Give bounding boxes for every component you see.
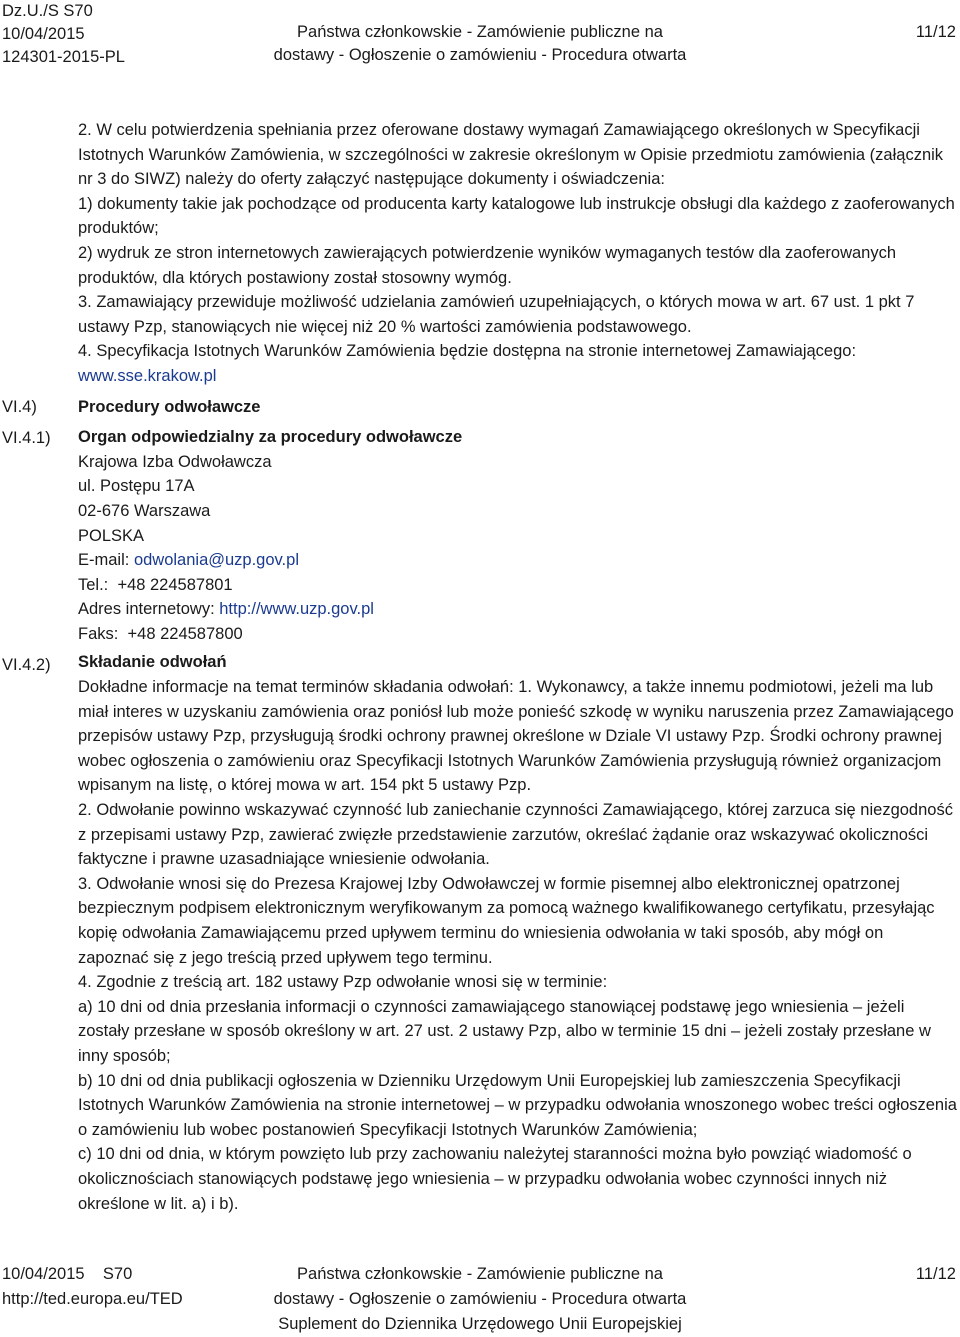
paragraph-documents-2: 2) wydruk ze stron internetowych zawierających potwierdzenie wyników wymaganych testów dla zaoferowanych produktów, dla których postawiony został stosowny wymóg. — [78, 243, 897, 287]
appeals-heading: Składanie odwołań — [78, 653, 227, 672]
footer-title-line3: Suplement do Dziennika Urzędowego Unii Europejskiej — [278, 1315, 682, 1333]
organ-country: POLSKA — [78, 526, 145, 545]
section-number-vi4: VI.4) — [2, 398, 37, 416]
organ-tel-row — [78, 573, 958, 598]
web-label: Adres internetowy: — [78, 600, 215, 619]
paragraph-supplementary-orders: 3. Zamawiający przewiduje możliwość udzielania zamówień uzupełniających, o których mowa w art. 67 ust. 1 pkt 7 ustawy Pzp, stanowiących nie więcej niż 20 % wartości zamówienia podstawowego. — [78, 293, 915, 336]
tel-label: Tel.: — [78, 575, 109, 594]
footer-url: http://ted.europa.eu/TED — [2, 1290, 183, 1308]
paragraph-documents-intro: 2. W celu potwierdzenia spełniania przez oferowane dostawy wymagań Zamawiającego określonych w Specyfikacji Istotnych Warunków Zamówienia, w szczególności w zakresie określonym w Opisie przedmiotu zamówienia (załącznik nr 3 do SIWZ) należy do oferty załączyć następujące dokumenty i oświadczenia: — [78, 121, 944, 189]
header-title — [0, 21, 960, 67]
appeal-paragraph-1: Dokładne informacje na temat terminów składania odwołań: 1. Wykonawcy, a także innemu podmiotowi, jeżeli ma lub miał interes w uzyskaniu zamówienia oraz poniósł lub może ponieść szkodę w wyniku naruszenia przez Zamawiającego przepisów ustawy Pzp, przysługują środki ochrony prawnej określone w Dziale VI ustawy Pzp. Środki ochrony prawnej wobec ogłoszenia o zamówieniu oraz Specyfikacji Istotnych Warunków Zamówienia przysługują również organizacjom wpisanym na listę, o której mowa w art. 154 pkt 5 ustawy Pzp. — [78, 678, 954, 795]
appeal-paragraph-4a: a) 10 dni od dnia przesłania informacji o czynności zamawiającego stanowiącej podstawę jego wniesienia – jeżeli zostały przesłane w sposób określony w art. 27 ust. 2 ustawy Pzp, albo w terminie 15 dni – jeżeli zostały przesłane w inny sposób; — [78, 997, 931, 1065]
organ-heading: Organ odpowiedzialny za procedury odwoławcze — [78, 428, 463, 447]
footer-title-line2: dostawy - Ogłoszenie o zamówieniu - Procedura otwarta — [273, 1290, 687, 1308]
siwz-text: 4. Specyfikacja Istotnych Warunków Zamówienia będzie dostępna na stronie internetowej Zamawiającego: — [78, 342, 857, 361]
appeal-paragraph-3: 3. Odwołanie wnosi się do Prezesa Krajowej Izby Odwoławczej w formie pisemnej albo elektronicznej opatrzonej bezpiecznym podpisem elektronicznym weryfikowanym za pomocą ważnego kwalifikowanego certyfikatu, przesyłając kopię odwołania Zamawiającemu przed upływem terminu do wniesienia odwołania w taki sposób, aby mógł on zapoznać się z jego treścią przed upływem tego terminu. — [78, 874, 935, 967]
organ-street: ul. Postępu 17A — [78, 477, 195, 496]
section-number-vi42: VI.4.2) — [2, 656, 51, 674]
footer-date-code: 10/04/2015 S70 — [2, 1265, 133, 1283]
main-content — [78, 118, 958, 1216]
footer-title-line1: Państwa członkowskie - Zamówienie publiczne na — [297, 1265, 663, 1283]
organ-fax-row — [78, 622, 958, 647]
footer-title — [0, 1262, 960, 1337]
footer-page-number: 11/12 — [915, 1265, 956, 1283]
email-link[interactable]: odwolania@uzp.gov.pl — [133, 551, 299, 570]
fax-label: Faks: — [78, 624, 119, 643]
appeal-paragraph-4: 4. Zgodnie z treścią art. 182 ustawy Pzp odwołanie wnosi się w terminie: — [78, 973, 608, 992]
header-title-line1: Państwa członkowskie - Zamówienie publiczne na — [297, 23, 663, 41]
paragraph-documents-1: 1) dokumenty takie jak pochodzące od producenta karty katalogowe lub instrukcje obsługi dla każdego z zaoferowanych produktów; — [78, 194, 955, 238]
email-label: E-mail: — [78, 551, 130, 570]
header-page-number: 11/12 — [915, 23, 956, 41]
appeal-paragraph-2: 2. Odwołanie powinno wskazywać czynność lub zaniechanie czynności Zamawiającego, której zarzuca się niezgodność z przepisami ustawy Pzp, zawierać zwięzłe przedstawienie zarzutów, określać żądanie oraz wskazywać okoliczności faktyczne i prawne uzasadniające wniesienie odwołania. — [78, 801, 953, 869]
appeal-paragraph-4c: c) 10 dni od dnia, w którym powzięto lub przy zachowaniu należytej staranności można było powziąć wiadomość o okolicznościach stanowiących podstawę jego wniesienia – w przypadku odwołania wobec czynności innych niż określone w lit. a) i b). — [78, 1145, 912, 1213]
section-number-vi41: VI.4.1) — [2, 429, 51, 447]
appeal-paragraph-4b: b) 10 dni od dnia publikacji ogłoszenia w Dzienniku Urzędowym Unii Europejskiej lub zamieszczenia Specyfikacji Istotnych Warunków Zamówienia na stronie internetowej – w przypadku odwołania wnoszonego wobec treści ogłoszenia o zamówieniu lub wobec postanowień Specyfikacji Istotnych Warunków Zamówienia; — [78, 1071, 957, 1139]
organ-city: 02-676 Warszawa — [78, 501, 211, 520]
procedures-heading: Procedury odwoławcze — [78, 397, 261, 416]
header-ref: 124301-2015-PL — [2, 48, 125, 66]
paragraph-siwz-availability — [78, 339, 958, 388]
organ-web-row — [78, 597, 958, 622]
organ-name: Krajowa Izba Odwoławcza — [78, 452, 272, 471]
tel-value: +48 224587801 — [117, 575, 233, 594]
web-link[interactable]: http://www.uzp.gov.pl — [219, 600, 374, 619]
organ-email-row — [78, 548, 958, 573]
header-doc-id: Dz.U./S S70 — [2, 2, 93, 20]
siwz-link[interactable]: www.sse.krakow.pl — [78, 366, 217, 385]
header-title-line2: dostawy - Ogłoszenie o zamówieniu - Procedura otwarta — [273, 46, 687, 64]
header-date: 10/04/2015 — [2, 25, 85, 43]
fax-value: +48 224587800 — [127, 624, 243, 643]
